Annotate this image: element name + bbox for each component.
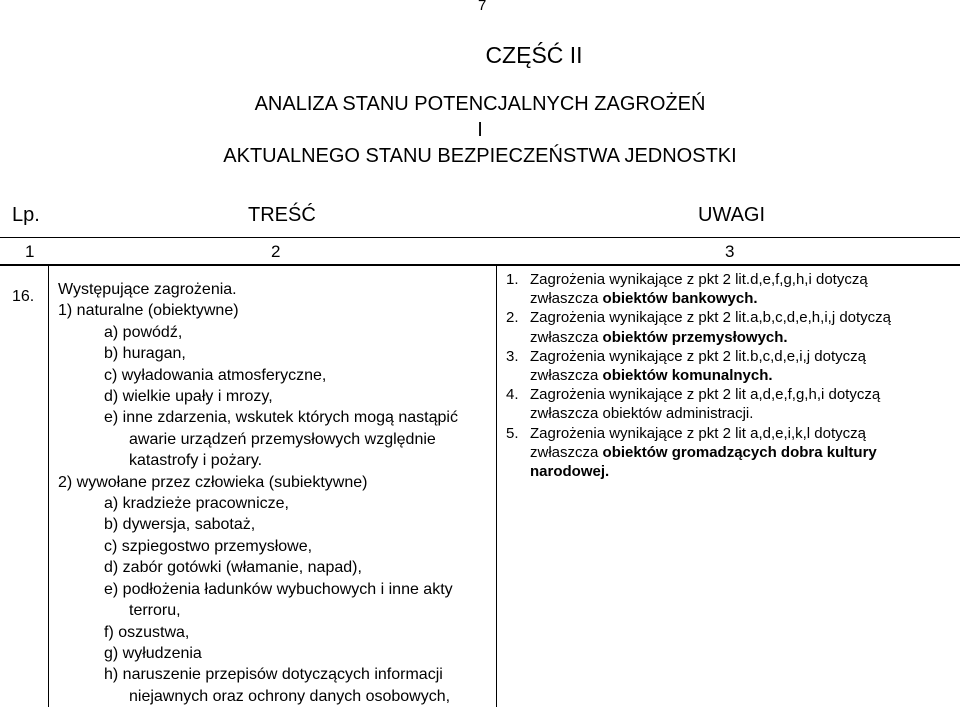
tresc-line: g) wyłudzenia [104,644,202,662]
tresc-line: awarie urządzeń przemysłowych względnie [129,430,436,448]
uwagi-item [506,308,956,346]
uwagi-item [506,385,956,423]
col-number-1: 1 [25,242,35,261]
uwagi-text: zwłaszcza [530,367,603,385]
column-divider [48,266,49,707]
uwagi-item [506,347,956,385]
uwagi-emphasis: obiektów przemysłowych. [602,328,788,346]
uwagi-emphasis: obiektów bankowych. [602,290,758,308]
col-number-3: 3 [725,242,735,261]
uwagi-text: zwłaszcza obiektów administracji. [530,405,754,423]
header-uwagi: UWAGI [698,204,766,226]
table-rule [0,237,960,238]
tresc-line: h) naruszenie przepisów dotyczących informacji [104,666,443,684]
uwagi-emphasis: obiektów komunalnych. [602,367,773,385]
uwagi-emphasis: narodowej. [530,463,610,481]
tresc-line: niejawnych oraz ochrony danych osobowych, [129,687,451,705]
heading-line-3: AKTUALNEGO STANU BEZPIECZEŃSTWA JEDNOSTKI [223,145,737,167]
row-uwagi [506,270,956,481]
row-tresc [58,279,498,707]
uwagi-text: zwłaszcza [530,328,603,346]
tresc-line: c) wyładowania atmosferyczne, [104,366,327,384]
uwagi-number: 1. [506,271,519,288]
uwagi-number: 5. [506,424,519,442]
part-title: CZĘŚĆ II [485,42,583,68]
uwagi-item [506,270,956,308]
header-lp: Lp. [12,204,40,226]
tresc-line: d) wielkie upały i mrozy, [104,388,273,406]
uwagi-text: Zagrożenia wynikające z pkt 2 lit.a,b,c,d,e,h,i,j dotyczą [530,309,892,327]
heading-line-2: I [477,119,483,141]
page-number: 7 [478,0,487,14]
col-number-2: 2 [271,242,281,261]
tresc-line: d) zabór gotówki (włamanie, napad), [104,559,362,577]
uwagi-text: zwłaszcza [530,290,603,308]
tresc-line: terroru, [129,602,181,620]
heading-line-1: ANALIZA STANU POTENCJALNYCH ZAGROŻEŃ [254,93,706,115]
uwagi-text: zwłaszcza [530,443,603,461]
header-tresc: TREŚĆ [248,204,316,226]
tresc-line: 1) naturalne (obiektywne) [58,302,239,320]
table-rule [0,264,960,266]
tresc-line: f) oszustwa, [104,623,190,641]
uwagi-number: 3. [506,347,519,365]
uwagi-text: Zagrożenia wynikające z pkt 2 lit.d,e,f,g,h,i dotyczą [530,271,868,288]
tresc-line: katastrofy i pożary. [129,452,263,470]
tresc-line: a) powódź, [104,323,183,341]
tresc-line: a) kradzieże pracownicze, [104,495,289,513]
tresc-line: e) inne zdarzenia, wskutek których mogą nastąpić [104,409,458,427]
uwagi-text: Zagrożenia wynikające z pkt 2 lit a,d,e,f,g,h,i dotyczą [530,386,881,404]
uwagi-number: 2. [506,309,519,327]
tresc-line: e) podłożenia ładunków wybuchowych i inne akty [104,580,453,598]
uwagi-emphasis: obiektów gromadzących dobra kultury [602,443,877,461]
uwagi-item [506,424,956,482]
row-lp: 16. [12,288,35,305]
tresc-line: 2) wywołane przez człowieka (subiektywne) [58,473,368,491]
tresc-line: b) huragan, [104,345,186,363]
uwagi-text: Zagrożenia wynikające z pkt 2 lit a,d,e,i,k,l dotyczą [530,424,866,442]
tresc-line: b) dywersja, sabotaż, [104,516,256,534]
tresc-line: c) szpiegostwo przemysłowe, [104,537,313,555]
uwagi-number: 4. [506,386,519,404]
uwagi-text: Zagrożenia wynikające z pkt 2 lit.b,c,d,e,i,j dotyczą [530,347,866,365]
tresc-line: Występujące zagrożenia. [58,281,237,298]
